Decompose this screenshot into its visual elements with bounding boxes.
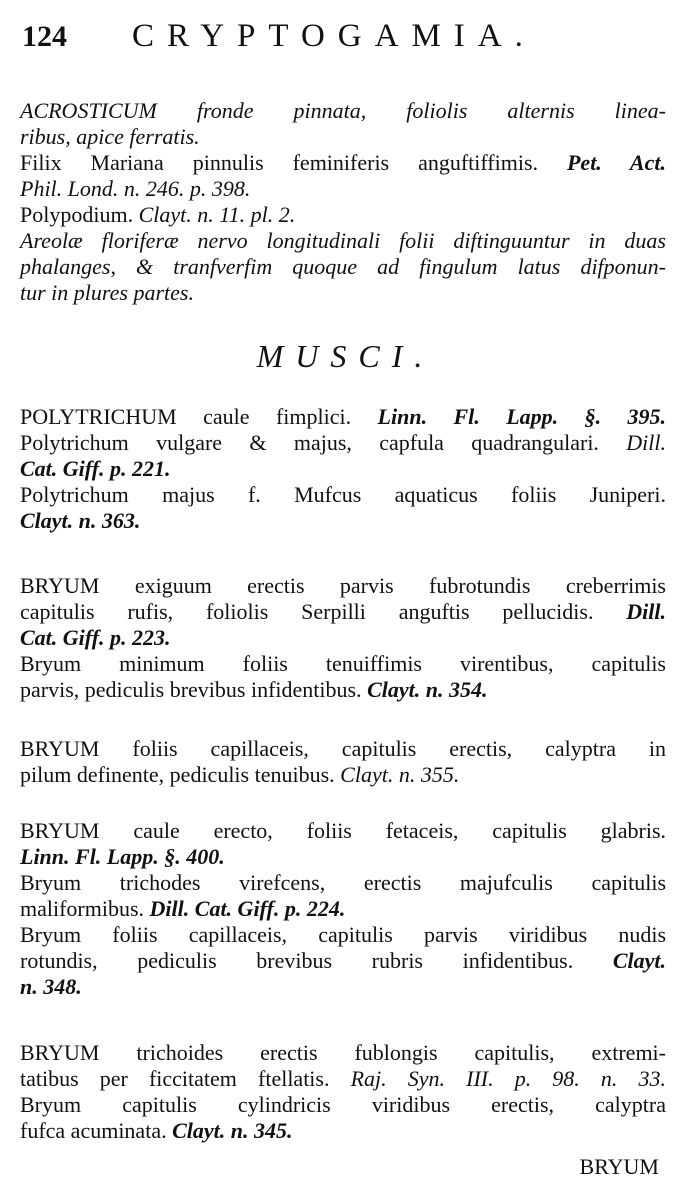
text-line — [20, 430, 666, 456]
text-line — [20, 844, 666, 870]
italic-text: Raj. Syn. III. p. 98. n. 33. — [350, 1066, 666, 1091]
italic-text: n. 348. — [20, 974, 82, 999]
italic-text: Linn. Fl. Lapp. §. 400. — [20, 844, 225, 869]
roman-text: maliformibus. — [20, 896, 150, 921]
running-title: CRYPTOGAMIA. — [132, 18, 536, 54]
italic-text: Dill. Cat. Giff. p. 224. — [149, 896, 346, 921]
text-line — [20, 818, 666, 844]
text-line — [20, 948, 666, 974]
roman-text: Bryum capitulis cylindricis viridibus erectis, calyptra — [20, 1092, 666, 1117]
page-number: 124 — [22, 20, 67, 53]
text-line — [20, 625, 666, 651]
text-line — [20, 254, 666, 280]
roman-text: BRYUM trichoides erectis fublongis capitulis, extremi- — [20, 1040, 666, 1065]
roman-text: tatibus per ficcitatem ftellatis. — [20, 1066, 351, 1091]
text-line — [20, 176, 666, 202]
bryum-entry-3 — [20, 818, 666, 1000]
text-line — [20, 974, 666, 1000]
roman-text: Polytrichum vulgare & majus, capfula quadrangulari. — [20, 430, 627, 455]
italic-text: Pet. Act. — [566, 150, 666, 175]
roman-text: Polytrichum majus f. Mufcus aquaticus foliis Juniperi. — [20, 482, 666, 507]
roman-text: pilum definente, pediculis tenuibus. — [20, 762, 341, 787]
roman-text: Bryum foliis capillaceis, capitulis parvis viridibus nudis — [20, 922, 666, 947]
italic-text: Areolæ floriferæ nervo longitudinali folii diftinguuntur in duas — [20, 228, 666, 253]
roman-text: BRYUM caule erecto, foliis fetaceis, capitulis glabris. — [20, 818, 666, 843]
roman-text: POLYTRICHUM caule fimplici. — [20, 404, 378, 429]
text-line — [20, 573, 666, 599]
text-line — [20, 870, 666, 896]
roman-text: parvis, pediculis brevibus infidentibus. — [20, 677, 368, 702]
roman-text: fufca acuminata. — [20, 1118, 173, 1143]
italic-text: Cat. Giff. p. 223. — [20, 625, 171, 650]
text-line — [20, 482, 666, 508]
bryum-entry-2 — [20, 736, 666, 788]
roman-text: BRYUM foliis capillaceis, capitulis erectis, calyptra in — [20, 736, 666, 761]
roman-text: capitulis rufis, foliolis Serpilli anguftis pellucidis. — [20, 599, 627, 624]
italic-text: Phil. Lond. n. 246. p. 398. — [20, 176, 251, 201]
bryum-entry-1 — [20, 573, 666, 703]
roman-text: Polypodium. — [20, 202, 139, 227]
text-line — [20, 922, 666, 948]
text-line — [20, 202, 666, 228]
italic-text: phalanges, & tranfverfim quoque ad fingulum latus difponun- — [20, 254, 666, 279]
italic-text: fronde pinnata, foliolis alternis linea- — [156, 98, 666, 123]
polytrichum-entry — [20, 404, 666, 534]
text-line — [20, 508, 666, 534]
italic-text: Dill. — [626, 430, 666, 455]
text-line — [20, 1040, 666, 1066]
text-line — [20, 736, 666, 762]
text-line — [20, 98, 666, 124]
section-heading: MUSCI. — [256, 338, 435, 374]
italic-text: ribus, apice ferratis. — [20, 124, 200, 149]
bryum-entry-4 — [20, 1040, 666, 1144]
text-line — [20, 677, 666, 703]
italic-text: ACROSTICUM — [20, 98, 157, 123]
italic-text: Clayt. n. 354. — [367, 677, 488, 702]
text-line — [20, 762, 666, 788]
running-header — [22, 18, 663, 58]
italic-text: tur in plures partes. — [20, 280, 194, 305]
italic-text: Dill. — [626, 599, 666, 624]
text-line — [20, 456, 666, 482]
roman-text: rotundis, pediculis brevibus rubris infidentibus. — [20, 948, 613, 973]
catchword: BRYUM — [579, 1154, 659, 1179]
text-line — [20, 651, 666, 677]
acrostichum-entry — [20, 98, 666, 306]
text-line — [20, 1066, 666, 1092]
italic-text: Clayt. — [612, 948, 666, 973]
text-line — [20, 228, 666, 254]
text-line — [20, 124, 666, 150]
text-line — [20, 599, 666, 625]
italic-text: Clayt. n. 363. — [20, 508, 141, 533]
italic-text: Clayt. n. 355. — [340, 762, 460, 787]
italic-text: Clayt. n. 345. — [172, 1118, 293, 1143]
italic-text: Linn. Fl. Lapp. §. 395. — [377, 404, 666, 429]
roman-text: Bryum minimum foliis tenuiffimis virentibus, capitulis — [20, 651, 666, 676]
text-line — [20, 1092, 666, 1118]
text-line — [20, 404, 666, 430]
italic-text: Cat. Giff. p. 221. — [20, 456, 171, 481]
text-line — [20, 150, 666, 176]
italic-text: Clayt. n. 11. pl. 2. — [138, 202, 296, 227]
text-line — [20, 1118, 666, 1144]
text-line — [20, 896, 666, 922]
roman-text: BRYUM exiguum erectis parvis fubrotundis creberrimis — [20, 573, 666, 598]
roman-text: Filix Mariana pinnulis feminiferis anguftiffimis. — [20, 150, 567, 175]
text-line — [20, 280, 666, 306]
roman-text: Bryum trichodes virefcens, erectis majufculis capitulis — [20, 870, 666, 895]
